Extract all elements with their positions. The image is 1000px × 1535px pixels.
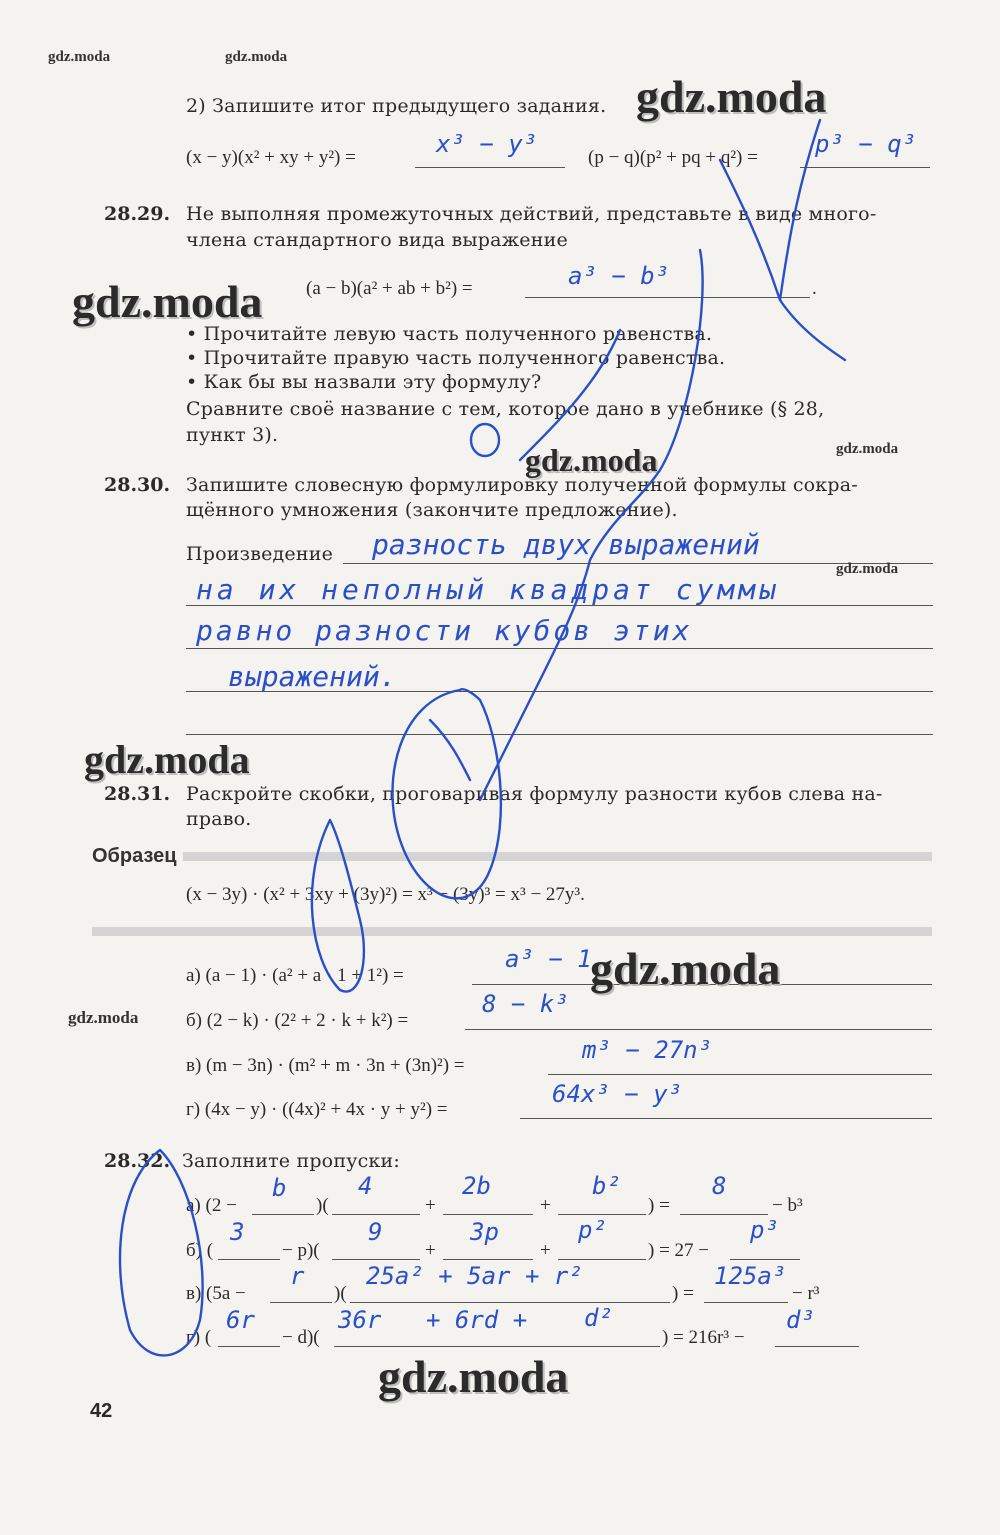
task-number: 28.32.	[104, 1150, 171, 1172]
handwritten-fill: 36r	[338, 1306, 382, 1334]
task-text: право.	[186, 808, 252, 830]
tail: − b³	[772, 1195, 803, 1216]
task-text: пункт 3).	[186, 424, 279, 446]
task-number: 28.29.	[104, 203, 171, 225]
handwritten-fill: p³	[750, 1216, 779, 1244]
watermark: gdz.moda	[225, 49, 288, 65]
page-number: 42	[90, 1400, 113, 1422]
bracket: )(	[316, 1195, 329, 1216]
watermark: gdz.moda	[836, 561, 899, 577]
loop	[312, 820, 364, 992]
task-text: Запишите словесную формулировку полученной формулы сокра-	[186, 474, 858, 496]
operator: +	[540, 1195, 551, 1216]
handwritten-fill: b	[272, 1174, 287, 1202]
watermark-large: gdz.moda	[378, 1351, 569, 1402]
handwritten-fill: p²	[578, 1216, 607, 1244]
task-number: 28.30.	[104, 474, 171, 496]
bullet-item: • Прочитайте левую часть полученного равенства.	[186, 323, 713, 345]
sample-formula: (x − 3y) · (x² + 3xy + (3y)²) = x³ − (3y)³ = x³ − 27y³.	[186, 884, 585, 905]
operator: +	[425, 1195, 436, 1216]
fill-row-label: б) (	[186, 1240, 214, 1261]
handwritten-answer: p³ − q³	[815, 130, 917, 158]
fill-row-label: г) (	[186, 1327, 212, 1348]
operator: +	[425, 1240, 436, 1261]
task-text: члена стандартного вида выражение	[186, 229, 568, 251]
check-stroke	[720, 160, 845, 360]
handwritten-fill: 25a² + 5ar + r²	[366, 1262, 583, 1290]
handwritten-line: на их неполный квадрат суммы	[196, 573, 781, 606]
watermark: gdz.moda	[48, 49, 111, 65]
watermark-large: gdz.moda	[525, 442, 658, 478]
task-text: Раскройте скобки, проговаривая формулу разности кубов слева на-	[186, 783, 883, 805]
fill-row-label: в) (5a −	[186, 1283, 246, 1304]
exercise-expr: б) (2 − k) · (2² + 2 · k + k²) =	[186, 1010, 409, 1031]
handwritten-fill: d²	[584, 1304, 613, 1332]
handwritten-fill: 125a³	[714, 1262, 787, 1290]
handwritten-fill: r	[290, 1262, 305, 1290]
handwritten-fill: 3p	[470, 1218, 499, 1246]
task-text: Сравните своё название с тем, которое дано в учебнике (§ 28,	[186, 398, 825, 420]
period: .	[812, 278, 817, 299]
loop	[120, 1150, 203, 1355]
bracket: − d)(	[282, 1327, 320, 1348]
handwritten-answer: x³ − y³	[436, 130, 538, 158]
formula-left: (x − y)(x² + xy + y²) =	[186, 147, 356, 168]
handwritten-fill: 3	[230, 1218, 245, 1246]
equals: ) = 216r³ −	[662, 1327, 745, 1348]
operator: +	[540, 1240, 551, 1261]
fill-row-label: а) (2 −	[186, 1195, 237, 1216]
handwritten-line: выражений.	[228, 660, 397, 693]
handwritten-fill: 8	[712, 1172, 727, 1200]
watermark: gdz.moda	[836, 441, 899, 457]
watermark-large: gdz.moda	[72, 276, 263, 327]
handwritten-fill: 9	[368, 1218, 383, 1246]
bracket: )(	[334, 1283, 347, 1304]
handwritten-answer: a³ − b³	[568, 262, 670, 290]
watermark-large: gdz.moda	[84, 737, 250, 782]
handwritten-line: разность двух выражений	[372, 528, 760, 561]
task-number: 28.31.	[104, 783, 171, 805]
loop	[471, 424, 499, 456]
handwritten-fill: 6r	[226, 1306, 255, 1334]
handwritten-answer: 64x³ − y³	[552, 1080, 683, 1108]
sentence-prefix: Произведение	[186, 543, 334, 565]
handwritten-fill: + 6rd +	[426, 1306, 528, 1334]
handwritten-fill: 4	[358, 1172, 373, 1200]
check-stroke	[480, 250, 703, 800]
task-text: щённого умножения (закончите предложение).	[186, 499, 678, 521]
equals: ) = 27 −	[648, 1240, 710, 1261]
handwritten-answer: a³ − 1	[505, 945, 592, 973]
bracket: − p)(	[282, 1240, 320, 1261]
tail: − r³	[792, 1283, 820, 1304]
watermark-large: gdz.moda	[636, 71, 827, 122]
watermark: gdz.moda	[68, 1008, 139, 1027]
check-stroke	[520, 330, 620, 460]
handwritten-fill: b²	[592, 1172, 621, 1200]
loop	[393, 689, 501, 898]
handwritten-answer: m³ − 27n³	[582, 1036, 713, 1064]
handwritten-line: равно разности кубов этих	[196, 614, 693, 647]
task-text: Не выполняя промежуточных действий, представьте в виде много-	[186, 203, 877, 225]
bullet-item: • Прочитайте правую часть полученного равенства.	[186, 347, 726, 369]
exercise-expr: г) (4x − y) · ((4x)² + 4x · y + y²) =	[186, 1099, 448, 1120]
check-stroke	[430, 720, 470, 780]
equals: ) =	[672, 1283, 694, 1304]
check-stroke	[780, 120, 820, 300]
handwritten-fill: 2b	[462, 1172, 491, 1200]
watermark-large: gdz.moda	[590, 943, 781, 994]
exercise-expr: а) (a − 1) · (a² + a · 1 + 1²) =	[186, 965, 404, 986]
task-text: Заполните пропуски:	[182, 1150, 400, 1172]
task-heading: 2) Запишите итог предыдущего задания.	[186, 95, 607, 117]
bullet-item: • Как бы вы назвали эту формулу?	[186, 371, 542, 393]
handwritten-answer: 8 − k³	[482, 990, 569, 1018]
handwritten-fill: d³	[786, 1306, 815, 1334]
equals: ) =	[648, 1195, 670, 1216]
formula: (a − b)(a² + ab + b²) =	[306, 278, 473, 299]
formula-right: (p − q)(p² + pq + q²) =	[588, 147, 758, 168]
exercise-expr: в) (m − 3n) · (m² + m · 3n + (3n)²) =	[186, 1055, 465, 1076]
sample-label: Образец	[92, 845, 183, 868]
